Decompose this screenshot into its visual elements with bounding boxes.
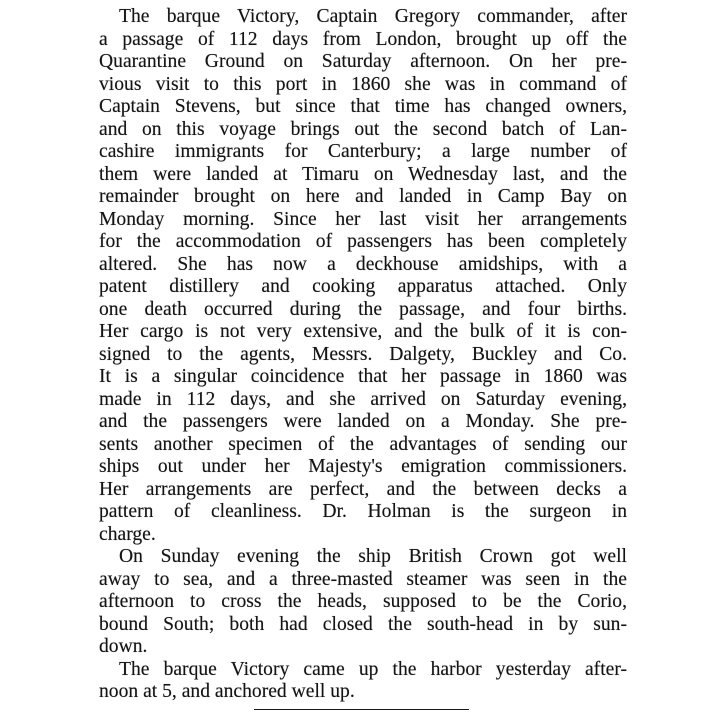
text-line: Quarantine Ground on Saturday afternoon. On her pre- bbox=[99, 51, 627, 72]
text-line: bound South; both had closed the south-head in by sun- bbox=[99, 613, 627, 635]
text-line: charge. bbox=[99, 523, 156, 545]
text-line: Monday morning. Since her last visit her arrangements bbox=[99, 208, 627, 230]
text-line: one death occurred during the passage, and four births. bbox=[99, 298, 627, 320]
text-line: pattern of cleanliness. Dr. Holman is the surgeon in bbox=[99, 501, 627, 522]
text-line: signed to the agents, Messrs. Dalgety, Buckley and Co. bbox=[99, 343, 627, 365]
text-line: them were landed at Timaru on Wednesday last, and the bbox=[99, 163, 627, 185]
text-line: afternoon to cross the heads, supposed to be the Corio, bbox=[99, 591, 627, 612]
text-line: cashire immigrants for Canterbury; a large number of bbox=[99, 141, 627, 162]
text-line: down. bbox=[99, 636, 148, 657]
news-clipping bbox=[99, 6, 627, 704]
text-line: ships out under her Majesty's emigration commissioners. bbox=[99, 456, 627, 477]
text-line: vious visit to this port in 1860 she was in command of bbox=[99, 73, 627, 95]
text-line: remainder brought on here and landed in Camp Bay on bbox=[99, 186, 627, 207]
text-line: away to sea, and a three-masted steamer was seen in the bbox=[99, 568, 627, 590]
text-line: patent distillery and cooking apparatus attached. Only bbox=[99, 276, 627, 297]
text-line: Captain Stevens, but since that time has changed owners, bbox=[99, 96, 627, 117]
text-line: made in 112 days, and she arrived on Saturday evening, bbox=[99, 388, 627, 410]
text-line: and on this voyage brings out the second batch of Lan- bbox=[99, 118, 627, 140]
text-line: for the accommodation of passengers has been completely bbox=[99, 231, 627, 252]
text-line: Her cargo is not very extensive, and the bulk of it is con- bbox=[99, 321, 627, 342]
text-line: altered. She has now a deckhouse amidships, with a bbox=[99, 253, 627, 275]
text-line: The barque Victory, Captain Gregory commander, after bbox=[119, 6, 627, 27]
paragraph-victory-arrival bbox=[99, 6, 627, 546]
text-line: It is a singular coincidence that her passage in 1860 was bbox=[99, 366, 627, 387]
text-line: On Sunday evening the ship British Crown got well bbox=[119, 546, 627, 567]
paragraph-victory-harbor bbox=[99, 659, 627, 704]
section-divider-rule bbox=[254, 709, 469, 710]
text-line: a passage of 112 days from London, brought up off the bbox=[99, 28, 627, 50]
text-line: sents another specimen of the advantages of sending our bbox=[99, 433, 627, 455]
text-line: The barque Victory came up the harbor yesterday after- bbox=[119, 658, 627, 680]
text-line: and the passengers were landed on a Monday. She pre- bbox=[99, 411, 627, 432]
text-line: noon at 5, and anchored well up. bbox=[99, 681, 355, 702]
paragraph-british-crown bbox=[99, 546, 627, 659]
text-line: Her arrangements are perfect, and the between decks a bbox=[99, 478, 627, 500]
